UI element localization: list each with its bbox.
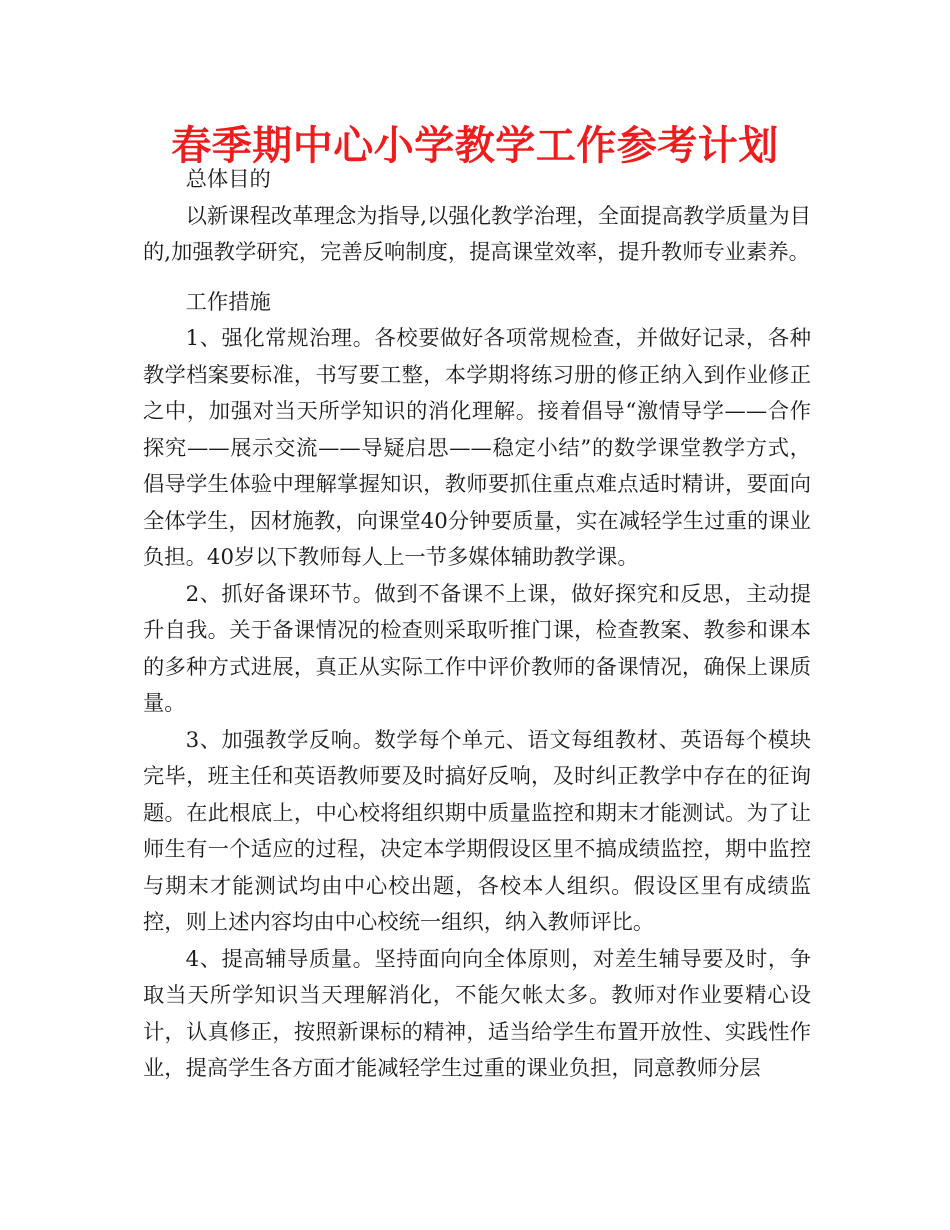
paragraph-measure-2: 2、抓好备课环节。做到不备课不上课，做好探究和反思，主动提升自我。关于备课情况的检查则采取听推门课，检查教案、教参和课本的多种方式进展，真正从实际工作中评价教师的备课情况，确保上课质量。 [143, 581, 811, 716]
heading-measures: 工作措施 [185, 289, 271, 315]
paragraph-measure-1: 1、强化常规治理。各校要做好各项常规检查，并做好记录，各种教学档案要标准，书写要工整，本学期将练习册的修正纳入到作业修正之中，加强对当天所学知识的消化理解。接着倡导“激情导学——合作探究——展示交流——导疑启思——稳定小结”的数学课堂教学方式，倡导学生体验中理解掌握知识，教师要抓住重点难点适时精讲，要面向全体学生，因材施教，向课堂40分钟要质量，实在减轻学生过重的课业负担。40岁以下教师每人上一节多媒体辅助教学课。 [143, 326, 811, 570]
paragraph-goal: 以新课程改革理念为指导,以强化教学治理，全面提高教学质量为目的,加强教学研究，完善反响制度，提高课堂效率，提升教师专业素养。 [143, 203, 811, 265]
document-body [143, 162, 811, 1088]
heading-goal: 总体目的 [185, 167, 271, 192]
document-title: 春季期中心小学教学工作参考计划 [171, 123, 779, 169]
paragraph-measure-3: 3、加强教学反响。数学每个单元、语文每组教材、英语每个模块完毕，班主任和英语教师要及时搞好反响，及时纠正教学中存在的征询题。在此根底上，中心校将组织期中质量监控和期末才能测试。为了让师生有一个适应的过程，决定本学期假设区里不搞成绩监控，期中监控与期末才能测试均由中心校出题，各校本人组织。假设区里有成绩监控，则上述内容均由中心校统一组织，纳入教师评比。 [143, 727, 811, 935]
paragraph-measure-4: 4、提高辅导质量。坚持面向向全体原则，对差生辅导要及时，争取当天所学知识当天理解消化，不能欠帐太多。教师对作业要精心设计，认真修正，按照新课标的精神，适当给学生布置开放性、实践性作业，提高学生各方面才能减轻学生过重的课业负担，同意教师分层 [143, 946, 811, 1081]
